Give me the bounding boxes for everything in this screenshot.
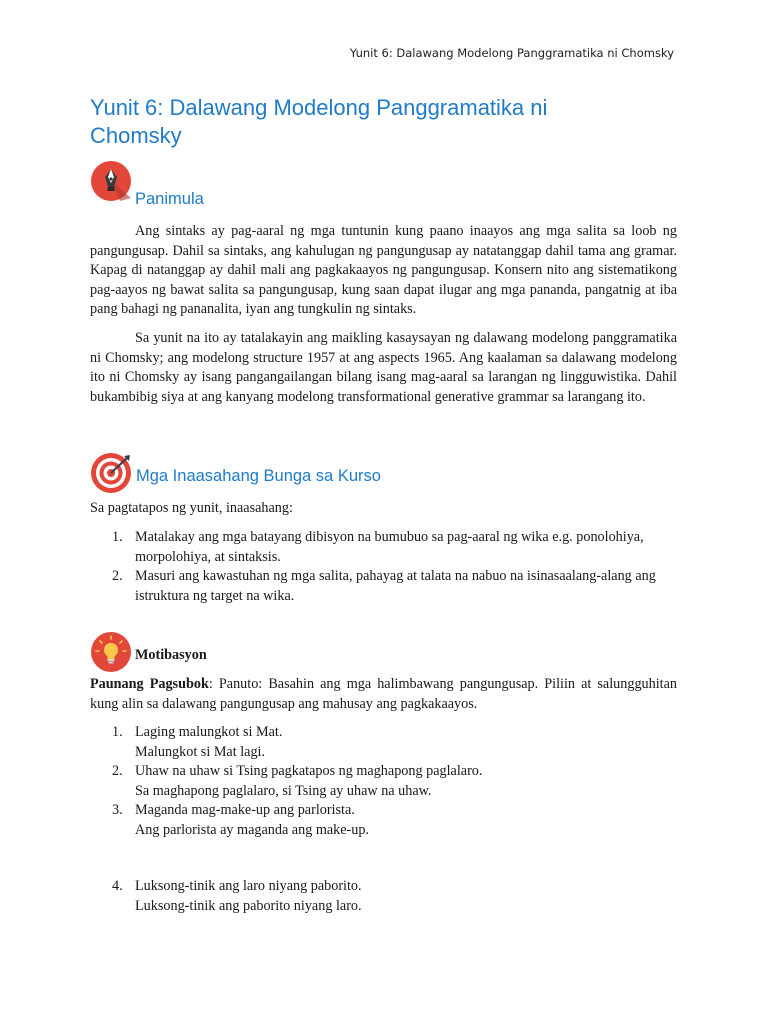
list-item: 2. Masuri ang kawastuhan ng mga salita, pahayag at talata na nabuo na isinasaalang-alang ang istruktura ng target na wika. — [112, 568, 656, 604]
section-heading-inaasahan: Mga Inaasahang Bunga sa Kurso — [136, 467, 381, 485]
panimula-paragraph-1: Ang sintaks ay pag-aaral ng mga tuntunin kung paano inaayos ang mga salita sa loob ng pangungusap. Dahil sa sintaks, ang kahulugan ng pangungusap ay natatanggap dahil tama ang gramar. Kapag di natanggap ay dahil mali ang pagkakaayos ng pangungusap. Konsern nito ang sistematikong pag-aayos ng bawat salita sa pangungusap, kung saan dapat ilugar ang mga pananda, pangatnig at iba pang bahagi ng pananalita, iyan ang tungkulin ng sintaks. — [90, 223, 677, 317]
target-icon — [90, 452, 132, 494]
lead-text: : Panuto: Basahin ang mga halimbawang pangungusap. Piliin at salungguhitan kung alin sa dalawang pangungusap ang mahusay ang pagkakaayos. — [90, 676, 678, 712]
running-header: Yunit 6: Dalawang Modelong Panggramatika ni Chomsky — [349, 46, 674, 60]
section-heading-panimula: Panimula — [135, 190, 204, 208]
lead-label: Paunang Pagsubok — [90, 676, 209, 692]
lightbulb-icon — [90, 631, 132, 673]
pen-icon — [90, 160, 132, 202]
list-item: 1. Laging malungkot si Mat. Malungkot si Mat lagi. — [112, 724, 283, 760]
page-title: Yunit 6: Dalawang Modelong Panggramatika ni Chomsky — [90, 95, 548, 148]
list-item: 3. Maganda mag-make-up ang parlorista. Ang parlorista ay maganda ang make-up. — [112, 802, 370, 838]
inaasahan-list — [90, 528, 677, 606]
list-item: 4. Luksong-tinik ang laro niyang paborito. Luksong-tinik ang paborito niyang laro. — [112, 878, 362, 914]
list-item: 1. Matalakay ang mga batayang dibisyon na bumubuo sa pag-aaral ng wika e.g. ponolohiya, morpolohiya, at sintaksis. — [112, 529, 644, 565]
panimula-paragraph-2: Sa yunit na ito ay tatalakayin ang maikling kasaysayan ng dalawang modelong panggramatika ni Chomsky; ang modelong structure 1957 at ang aspects 1965. Ang kaalaman sa dalawang modelong ito ni Chomsky ay isang pangangailangan bilang isang mag-aaral sa larangan ng lingguwistika. Dahil bukambibig siya at ang kanyang modelong transformational generative grammar sa larangang ito. — [90, 330, 677, 405]
motibasyon-list-continued — [90, 877, 677, 916]
motibasyon-instructions — [90, 675, 677, 714]
section-heading-motibasyon: Motibasyon — [135, 647, 207, 663]
motibasyon-list — [90, 723, 677, 840]
inaasahan-intro: Sa pagtatapos ng yunit, inaasahang: — [90, 500, 293, 516]
list-item: 2. Uhaw na uhaw si Tsing pagkatapos ng maghapong paglalaro. Sa maghapong paglalaro, si Tsing ay uhaw na uhaw. — [112, 763, 483, 799]
